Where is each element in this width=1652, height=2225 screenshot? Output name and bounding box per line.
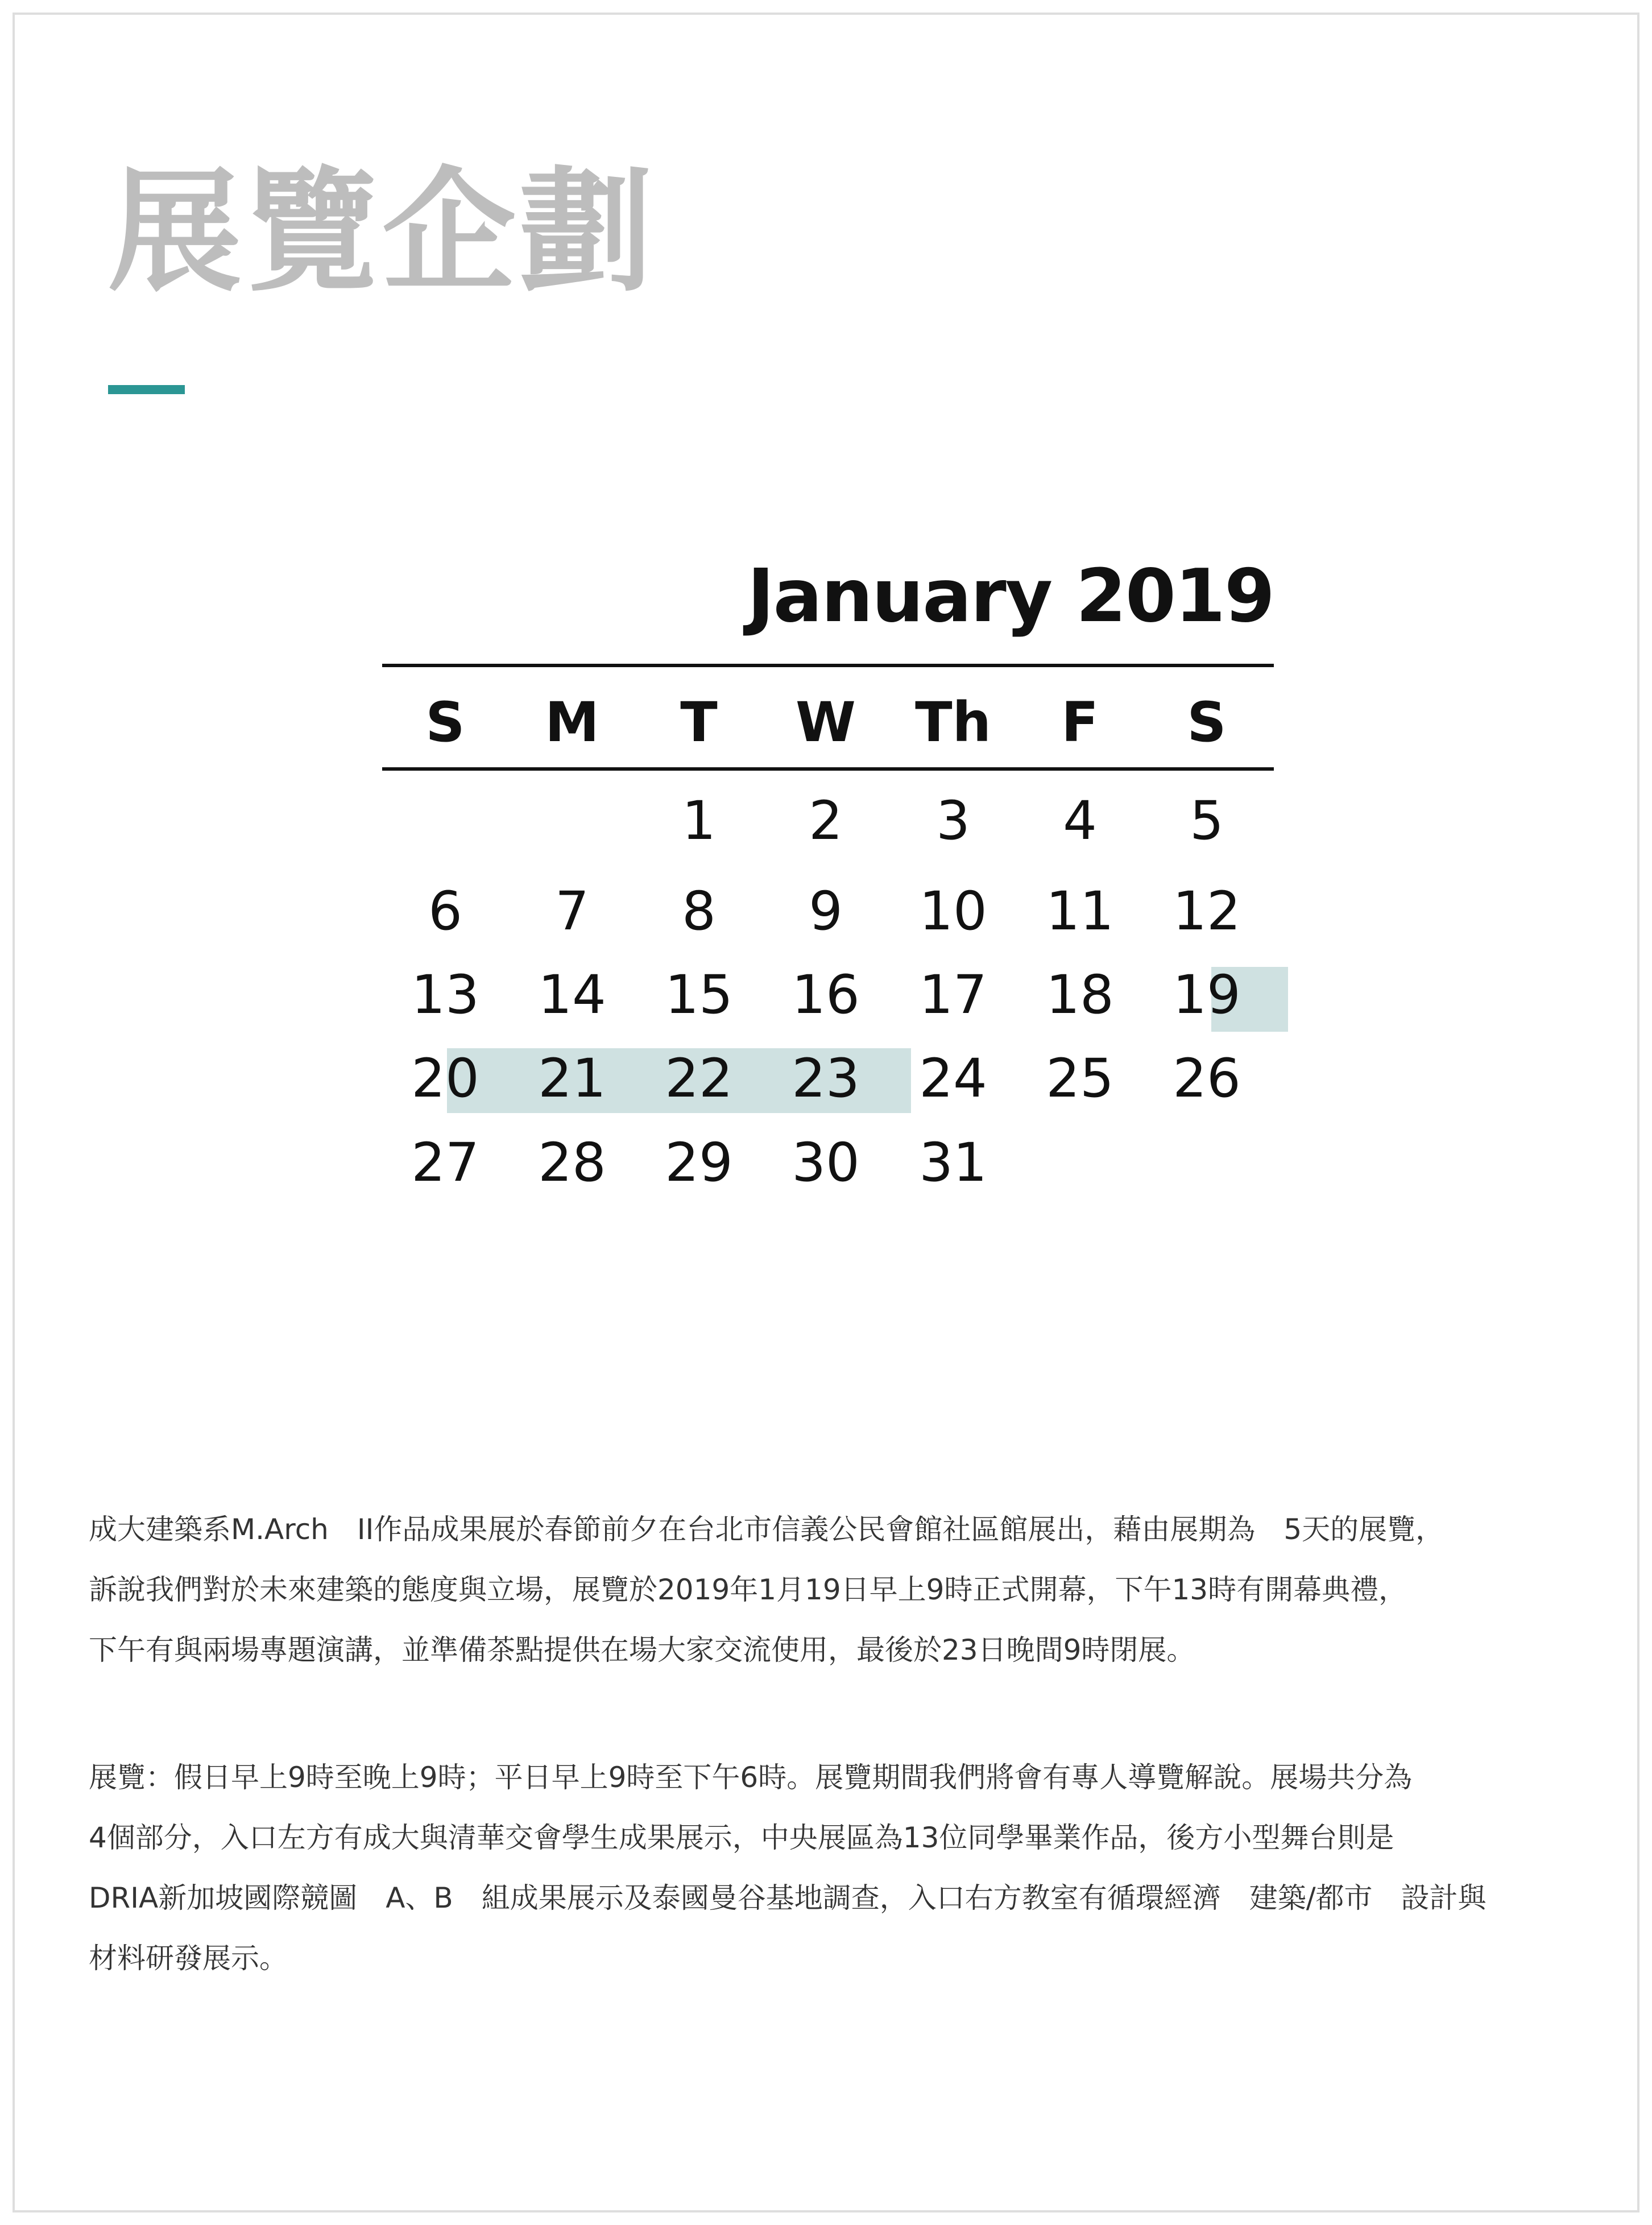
- calendar-day: 20: [411, 1048, 479, 1110]
- calendar-day: 7: [555, 880, 589, 942]
- calendar-day: 3: [936, 790, 970, 852]
- paragraph-line: 展覽：假日早上9時至晚上9時；平日早上9時至下午6時。展覽期間我們將會有專人導覽解說。展場共分為: [89, 1761, 1413, 1794]
- paragraph-line: 下午有與兩場專題演講，並準備茶點提供在場大家交流使用，最後於23日晚間9時閉展。: [89, 1633, 1195, 1666]
- weekday-header: S: [425, 690, 465, 754]
- calendar-day: 30: [792, 1132, 860, 1194]
- paragraph-line: 4個部分，入口左方有成大與清華交會學生成果展示，中央展區為13位同學畢業作品，後方小型舞台則是: [89, 1821, 1394, 1854]
- calendar-day: 17: [919, 964, 987, 1026]
- weekday-header: Th: [915, 690, 991, 754]
- calendar-day: 6: [428, 880, 462, 942]
- calendar-day: 16: [792, 964, 860, 1026]
- weekday-header: F: [1061, 690, 1099, 754]
- calendar-month-title: January 2019: [747, 554, 1274, 639]
- calendar-day: 27: [411, 1132, 479, 1194]
- calendar-day: 15: [665, 964, 733, 1026]
- calendar-day: 11: [1046, 880, 1114, 942]
- weekday-header: S: [1187, 690, 1227, 754]
- paragraph-line: 材料研發展示。: [89, 1942, 288, 1975]
- calendar-day: 18: [1046, 964, 1114, 1026]
- calendar-day: 19: [1173, 964, 1241, 1026]
- calendar-day: 21: [538, 1048, 606, 1110]
- calendar-day: 28: [538, 1132, 606, 1194]
- calendar-day: 10: [919, 880, 987, 942]
- calendar-day: 29: [665, 1132, 733, 1194]
- calendar-day: 31: [919, 1132, 987, 1194]
- weekday-header: W: [796, 690, 856, 754]
- title-accent-rule: [108, 385, 185, 394]
- page-title: 展覽企劃: [108, 153, 656, 310]
- calendar-day: 9: [809, 880, 843, 942]
- calendar-top-rule: [382, 664, 1274, 667]
- paragraph-line: DRIA新加坡國際競圖 A、B 組成果展示及泰國曼谷基地調查，入口右方教室有循環經濟 建築/都市 設計與: [89, 1881, 1487, 1914]
- calendar-day: 23: [792, 1048, 860, 1110]
- calendar-day: 14: [538, 964, 606, 1026]
- calendar-day: 25: [1046, 1048, 1114, 1110]
- weekday-header: M: [545, 690, 599, 754]
- calendar-header-rule: [382, 767, 1274, 771]
- calendar-day: 1: [682, 790, 716, 852]
- calendar-day: 22: [665, 1048, 733, 1110]
- calendar-day: 24: [919, 1048, 987, 1110]
- calendar-day: 12: [1173, 880, 1241, 942]
- calendar-day: 8: [682, 880, 716, 942]
- calendar-day: 26: [1173, 1048, 1241, 1110]
- calendar-day: 4: [1063, 790, 1097, 852]
- calendar-day: 5: [1190, 790, 1224, 852]
- weekday-header: T: [680, 690, 718, 754]
- calendar-day: 13: [411, 964, 479, 1026]
- paragraph-line: 訴說我們對於未來建築的態度與立場，展覽於2019年1月19日早上9時正式開幕，下午13時有開幕典禮，: [89, 1573, 1407, 1606]
- paragraph-line: 成大建築系M.Arch II作品成果展於春節前夕在台北市信義公民會館社區館展出，藉由展期為 5天的展覽，: [89, 1513, 1444, 1546]
- paragraph-intro: [89, 1499, 1567, 1680]
- calendar-day: 2: [809, 790, 843, 852]
- paragraph-details: [89, 1747, 1567, 1988]
